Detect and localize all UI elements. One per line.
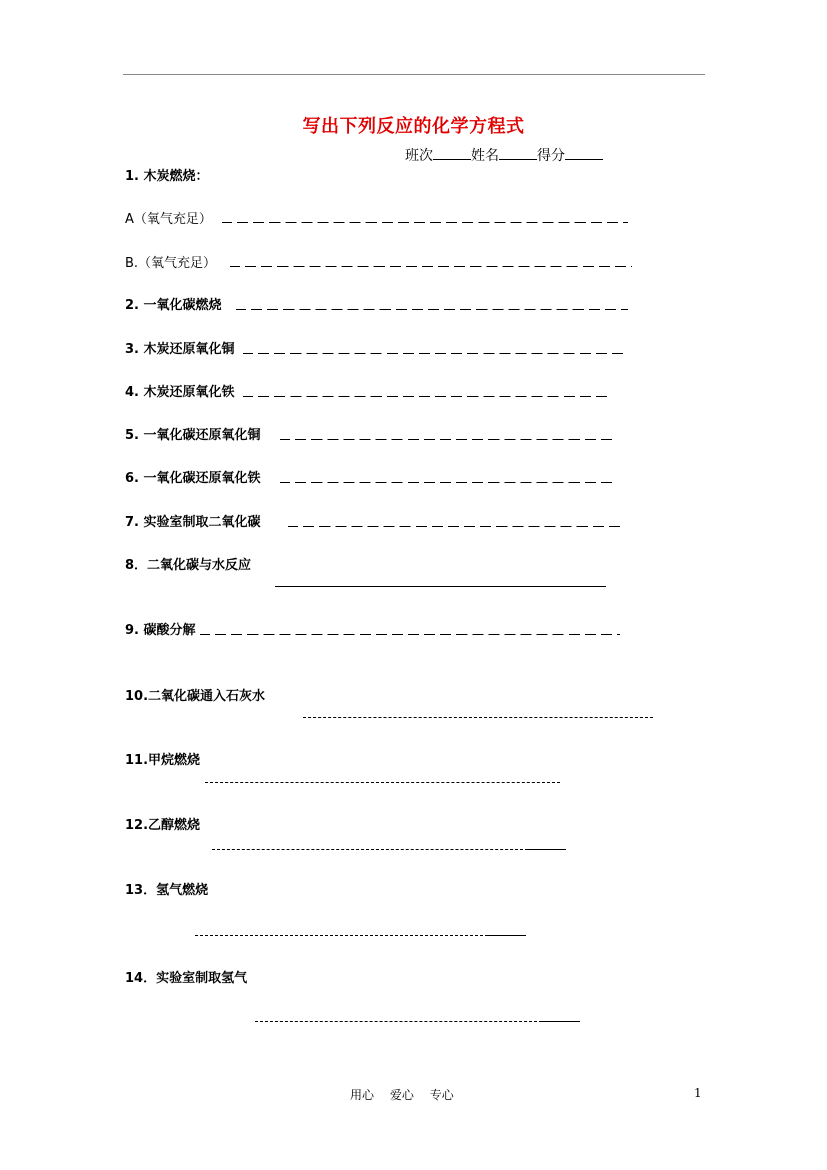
answer-line-1b[interactable] [230, 266, 632, 267]
answer-line-4[interactable] [243, 396, 609, 397]
question-1b: B.（氧气充足） [125, 256, 217, 271]
answer-line-9[interactable] [200, 634, 620, 635]
question-6: 6. 一氧化碳还原氧化铁 [125, 471, 261, 486]
question-1: 1. 木炭燃烧： [125, 169, 209, 184]
score-blank[interactable] [565, 147, 603, 160]
question-13: 13．氢气燃烧 [125, 883, 209, 898]
footer-motto [350, 1086, 466, 1103]
answer-line-12b[interactable] [528, 849, 566, 850]
answer-line-13a[interactable] [195, 935, 488, 936]
page-number: 1 [694, 1086, 702, 1100]
page-title: 写出下列反应的化学方程式 [302, 116, 525, 137]
answer-line-12a[interactable] [212, 849, 528, 850]
question-5: 5. 一氧化碳还原氧化铜 [125, 428, 261, 443]
answer-line-3[interactable] [243, 353, 623, 354]
question-11: 11.甲烷燃烧 [125, 753, 201, 768]
question-8: 8．二氧化碳与水反应 [125, 558, 252, 573]
question-9: 9. 碳酸分解 [125, 623, 196, 638]
answer-line-1a[interactable] [222, 222, 628, 223]
header-rule [123, 74, 705, 75]
score-label: 得分 [537, 148, 565, 164]
question-7: 7. 实验室制取二氧化碳 [125, 515, 261, 530]
answer-line-14b[interactable] [542, 1021, 580, 1022]
answer-line-5[interactable] [280, 439, 616, 440]
question-1a: A（氧气充足） [125, 212, 212, 227]
footer-item-1: 用心 [350, 1088, 375, 1102]
question-12: 12.乙醇燃烧 [125, 818, 201, 833]
question-2: 2. 一氧化碳燃烧 [125, 298, 222, 313]
answer-line-6[interactable] [280, 482, 616, 483]
student-info [405, 145, 603, 165]
answer-line-11[interactable] [205, 782, 560, 783]
footer-item-2: 爱心 [389, 1088, 414, 1102]
question-3: 3. 木炭还原氧化铜 [125, 342, 235, 357]
answer-line-7[interactable] [288, 526, 623, 527]
answer-line-2[interactable] [236, 309, 628, 310]
answer-line-8[interactable] [275, 586, 606, 587]
answer-line-10[interactable] [303, 717, 653, 718]
footer-item-3: 专心 [429, 1088, 454, 1102]
question-14: 14．实验室制取氢气 [125, 971, 248, 986]
answer-line-13b[interactable] [488, 935, 526, 936]
class-blank[interactable] [433, 147, 471, 160]
question-10: 10.二氧化碳通入石灰水 [125, 689, 266, 704]
question-4: 4. 木炭还原氧化铁 [125, 385, 235, 400]
name-label: 姓名 [471, 148, 499, 164]
answer-line-14a[interactable] [255, 1021, 542, 1022]
class-label: 班次 [405, 148, 433, 164]
name-blank[interactable] [499, 147, 537, 160]
